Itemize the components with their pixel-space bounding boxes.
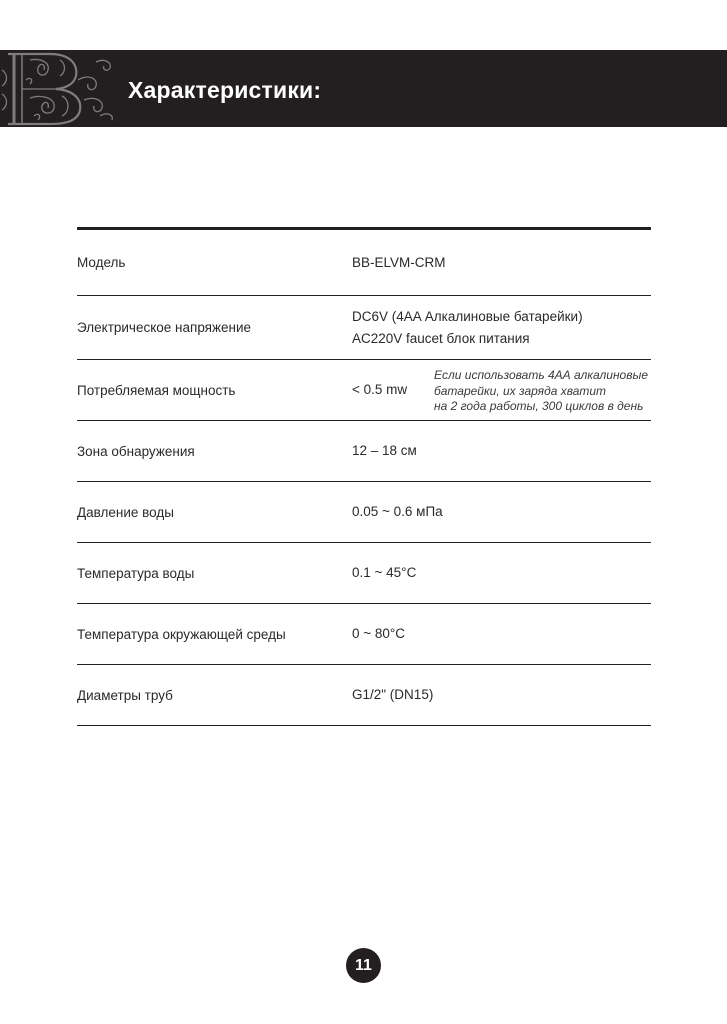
spec-label: Температура окружающей среды <box>77 626 286 642</box>
spec-value <box>352 665 433 725</box>
spec-label: Температура воды <box>77 565 195 581</box>
spec-value-line: G1/2" (DN15) <box>352 687 434 702</box>
spec-label: Диаметры труб <box>77 687 173 703</box>
spec-note-line: Если использовать 4АА алкалиновые <box>434 368 648 382</box>
spec-note-line: на 2 года работы, 300 циклов в день <box>434 399 644 413</box>
page-number: 11 <box>346 948 381 983</box>
spec-row-power <box>77 360 651 421</box>
spec-row-ambient-temperature <box>77 604 651 665</box>
spec-value-line: 12 – 18 см <box>352 443 417 458</box>
spec-label: Потребляемая мощность <box>77 382 236 398</box>
spec-value-line: DC6V (4AA Алкалиновые батарейки) <box>352 308 583 324</box>
spec-row-detection-zone <box>77 421 651 482</box>
page-title: Характеристики: <box>128 77 322 103</box>
spec-value <box>352 482 443 542</box>
spec-value <box>352 230 446 295</box>
spec-note-line: батарейки, их заряда хватит <box>434 383 607 398</box>
spec-value-line: AC220V faucet блок питания <box>352 330 530 346</box>
spec-value-line: 0 ~ 80°C <box>352 626 406 641</box>
spec-value <box>352 360 407 420</box>
spec-value-line: < 0.5 mw <box>352 382 408 397</box>
spec-row-water-pressure <box>77 482 651 543</box>
spec-label: Электрическое напряжение <box>77 320 252 335</box>
ornamental-letter-b-logo <box>0 50 118 127</box>
header-band <box>0 50 727 127</box>
spec-note <box>434 368 654 415</box>
spec-value <box>352 296 583 359</box>
spec-label: Зона обнаружения <box>77 443 195 459</box>
spec-value <box>352 604 405 664</box>
spec-value-line: 0.05 ~ 0.6 мПа <box>352 504 443 519</box>
spec-table <box>77 227 651 726</box>
spec-value <box>352 421 417 481</box>
spec-row-water-temperature <box>77 543 651 604</box>
spec-row-model <box>77 230 651 296</box>
spec-row-pipe-diameter <box>77 665 651 726</box>
spec-label: Модель <box>77 255 126 270</box>
spec-label: Давление воды <box>77 504 174 520</box>
spec-value-line: BB-ELVM-CRM <box>352 254 446 270</box>
spec-value-line: 0.1 ~ 45°C <box>352 565 417 580</box>
spec-row-voltage <box>77 296 651 360</box>
spec-value <box>352 543 416 603</box>
